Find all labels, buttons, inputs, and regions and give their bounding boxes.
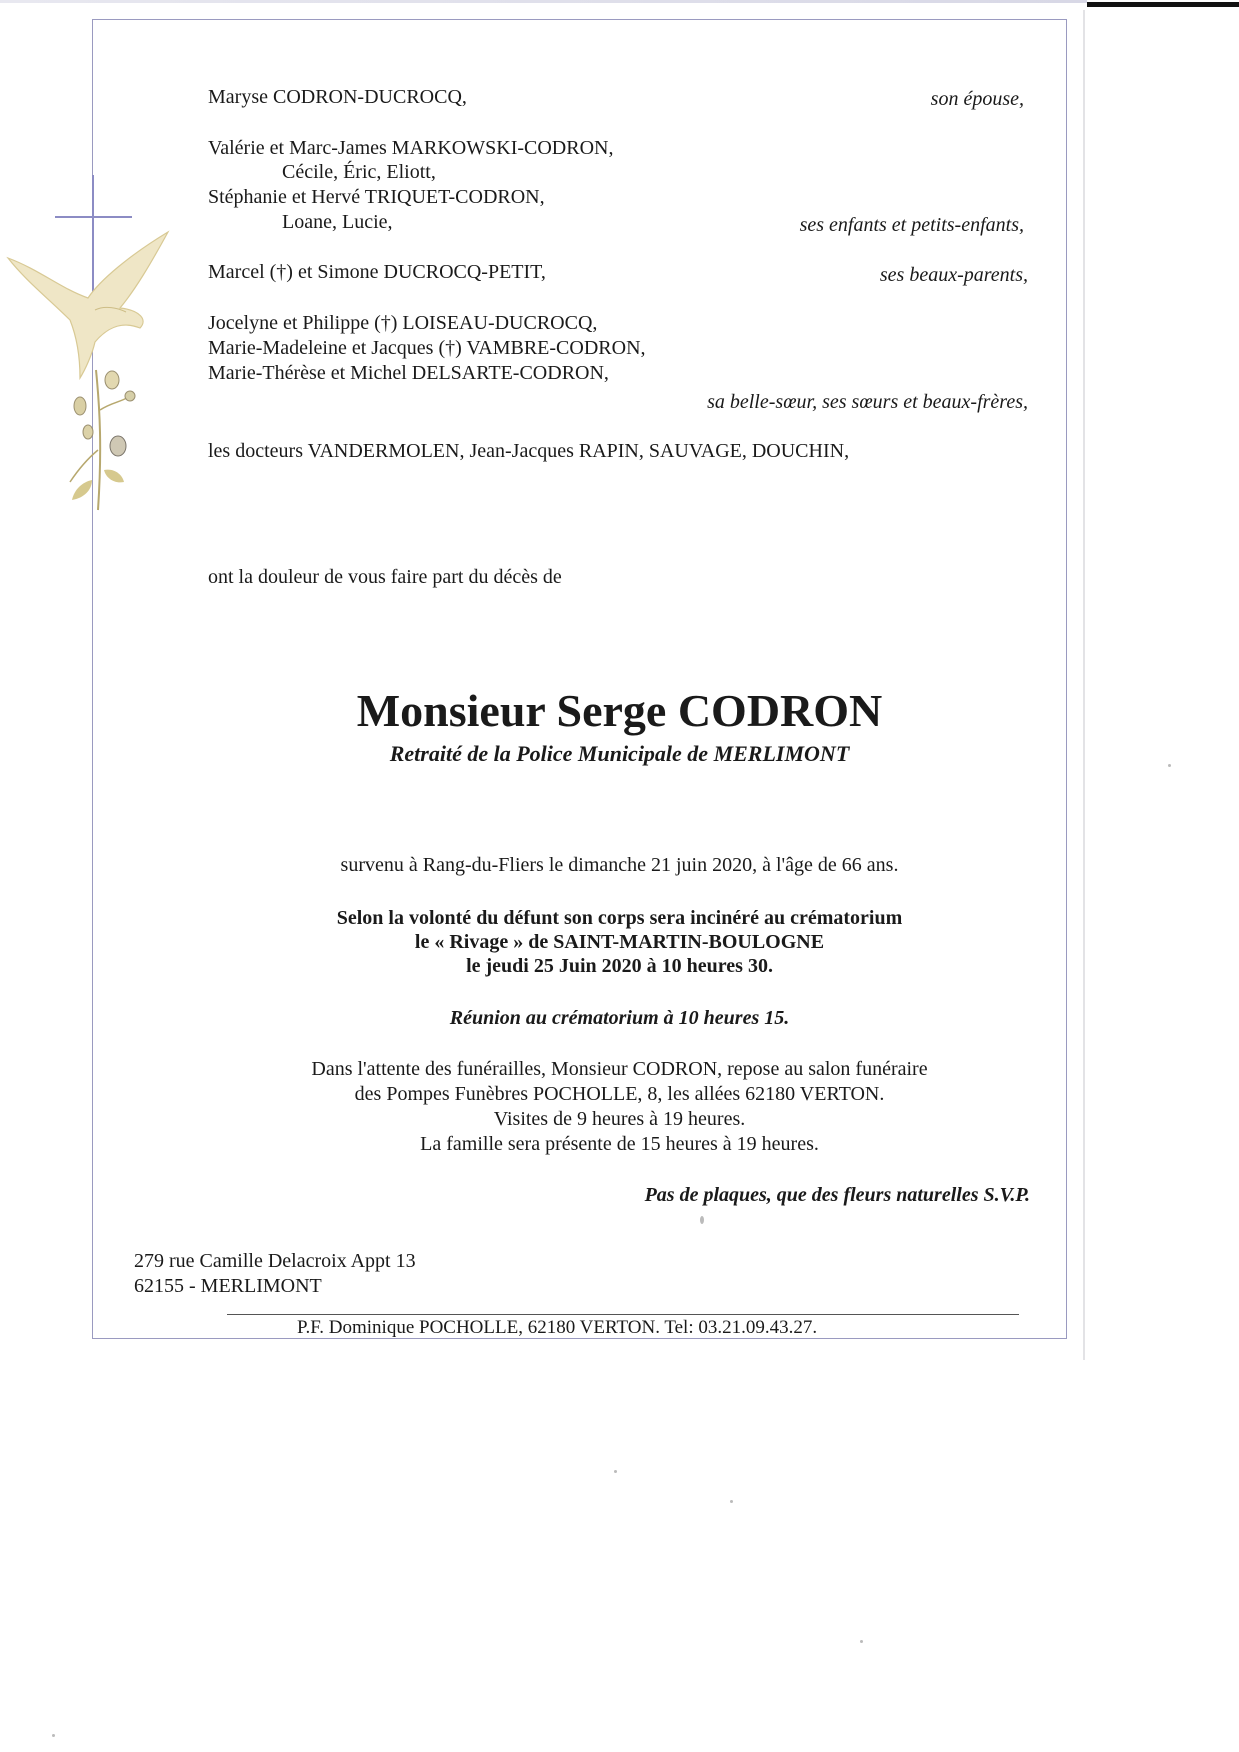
grandchildren-line-2: Loane, Lucie, (282, 211, 393, 233)
visitation-line-3: Visites de 9 heures à 19 heures. (493, 1108, 746, 1130)
siblings-relation: sa belle-sœur, ses sœurs et beaux-frères, (707, 391, 1028, 413)
death-line: survenu à Rang-du-Fliers le dimanche 21 juin 2020, à l'âge de 66 ans. (340, 854, 899, 876)
parents-in-law-name: Marcel (†) et Simone DUCROCQ-PETIT, (208, 261, 546, 283)
children-relation: ses enfants et petits-enfants, (799, 214, 1024, 236)
meeting-line: Réunion au crématorium à 10 heures 15. (449, 1007, 790, 1029)
siblings-line-2: Marie-Madeleine et Jacques (†) VAMBRE-CODRON, (208, 337, 646, 359)
parents-in-law-relation: ses beaux-parents, (879, 264, 1028, 286)
scan-speck (860, 1640, 863, 1643)
visitation-line-4: La famille sera présente de 15 heures à 19 heures. (420, 1133, 819, 1155)
ceremony-line-1: Selon la volonté du défunt son corps sera incinéré au crématorium (336, 907, 903, 929)
spouse-name: Maryse CODRON-DUCROCQ, (208, 86, 467, 108)
doctors-line: les docteurs VANDERMOLEN, Jean-Jacques RAPIN, SAUVAGE, DOUCHIN, (208, 440, 850, 462)
footer-divider (227, 1314, 1019, 1315)
scan-speck (700, 1216, 704, 1224)
flowers-line: Pas de plaques, que des fleurs naturelles S.V.P. (644, 1184, 1030, 1206)
scan-edge-top (0, 0, 1087, 3)
siblings-line-3: Marie-Thérèse et Michel DELSARTE-CODRON, (208, 362, 609, 384)
ceremony-line-2: le « Rivage » de SAINT-MARTIN-BOULOGNE (414, 931, 825, 953)
address-line-1: 279 rue Camille Delacroix Appt 13 (134, 1250, 416, 1272)
scan-speck (52, 1734, 55, 1737)
visitation-line-2: des Pompes Funèbres POCHOLLE, 8, les allées 62180 VERTON. (354, 1083, 885, 1105)
ceremony-line-3: le jeudi 25 Juin 2020 à 10 heures 30. (466, 955, 773, 977)
deceased-title: Retraité de la Police Municipale de MERLIMONT (389, 741, 850, 766)
funeral-home-footer: P.F. Dominique POCHOLLE, 62180 VERTON. Tel: 03.21.09.43.27. (297, 1317, 818, 1338)
scan-speck (1168, 764, 1171, 767)
scan-speck (730, 1500, 733, 1503)
deceased-name: Monsieur Serge CODRON (356, 685, 883, 736)
children-line-1: Valérie et Marc-James MARKOWSKI-CODRON, (208, 137, 614, 159)
address-line-2: 62155 - MERLIMONT (134, 1275, 322, 1297)
children-line-2: Stéphanie et Hervé TRIQUET-CODRON, (208, 186, 545, 208)
grandchildren-line-1: Cécile, Éric, Eliott, (282, 161, 436, 183)
cross-dove-flower-icon (0, 170, 180, 520)
scan-speck (614, 1470, 617, 1473)
siblings-line-1: Jocelyne et Philippe (†) LOISEAU-DUCROCQ, (208, 312, 598, 334)
visitation-line-1: Dans l'attente des funérailles, Monsieur CODRON, repose au salon funéraire (311, 1058, 928, 1080)
announcement-intro: ont la douleur de vous faire part du décès de (208, 566, 562, 588)
scan-edge-mark (1087, 2, 1239, 7)
spouse-relation: son épouse, (930, 88, 1024, 110)
